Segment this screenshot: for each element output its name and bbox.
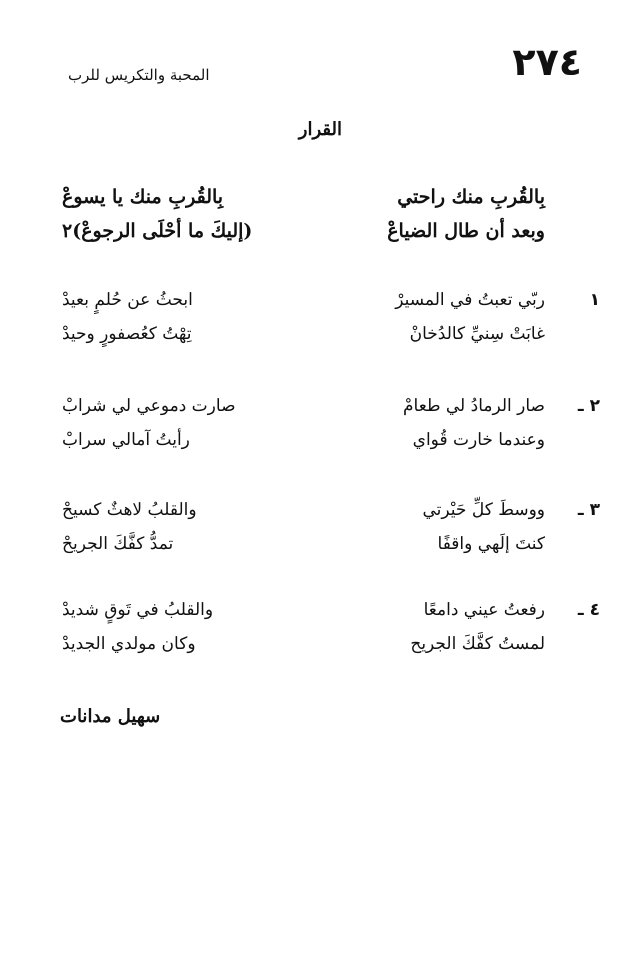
verse-right-half: بِالقُربِ منك راحتي	[397, 186, 545, 208]
verse-stanza-4	[40, 600, 600, 668]
verse-left-half: (إليكَ ما أحْلَى الرجوعْ)٢	[62, 220, 253, 242]
verse-right-half: رفعتُ عيني دامعًا	[423, 600, 545, 620]
verse-stanza-1	[40, 290, 600, 358]
verse-left-half: والقلبُ لاهثٌ كسيحْ	[62, 500, 197, 520]
verse-right-half: ووسطَ كلِّ حَيْرتي	[422, 500, 545, 520]
verse-line	[40, 396, 600, 430]
verse-right-half: وبعد أن طال الضياعْ	[387, 220, 545, 242]
verse-line	[40, 430, 600, 464]
verse-right-half: غابَتْ سِنيِّ كالدُخانْ	[409, 324, 545, 344]
verse-line	[40, 324, 600, 358]
verse-right-half: ربّي تعبتُ في المسيرْ	[395, 290, 545, 310]
running-title: المحبة والتكريس للرب	[68, 66, 210, 84]
verse-number: ٤ ـ	[577, 600, 600, 620]
verse-right-half: صار الرمادُ لي طعامْ	[403, 396, 545, 416]
verse-left-half: بِالقُربِ منك يا يسوعْ	[62, 186, 224, 208]
verse-right-half: وعندما خارت قُواي	[412, 430, 545, 450]
verse-line	[40, 290, 600, 324]
refrain-line	[40, 220, 600, 254]
verse-line	[40, 500, 600, 534]
verse-number: ١	[589, 290, 600, 310]
verse-left-half: وكان مولدي الجديدْ	[62, 634, 196, 654]
verse-left-half: رأيتُ آمالي سرابْ	[62, 430, 190, 450]
author-name: سهيل مدانات	[60, 706, 161, 727]
verse-right-half: لمستُ كفَّكَ الجريح	[410, 634, 545, 654]
verse-line	[40, 534, 600, 568]
verse-left-half: تِهْتُ كعُصفورٍ وحيدْ	[62, 324, 192, 344]
verse-left-half: ابحثُ عن حُلمٍ بعيدْ	[62, 290, 193, 310]
refrain-stanza	[40, 186, 600, 254]
verse-left-half: والقلبُ في تَوقٍ شديدْ	[62, 600, 214, 620]
verse-stanza-3	[40, 500, 600, 568]
verse-left-half: صارت دموعي لي شرابْ	[62, 396, 236, 416]
verse-line	[40, 634, 600, 668]
verse-left-half: تمدُّ كفَّكَ الجريحْ	[62, 534, 174, 554]
verse-number: ٣ ـ	[577, 500, 600, 520]
verse-right-half: كنتَ إلَهي واقفًا	[437, 534, 545, 554]
verse-stanza-2	[40, 396, 600, 464]
verse-number: ٢ ـ	[577, 396, 600, 416]
page-number: ٢٧٤	[512, 40, 582, 84]
verse-line	[40, 600, 600, 634]
section-title: القرار	[298, 119, 342, 140]
refrain-line	[40, 186, 600, 220]
